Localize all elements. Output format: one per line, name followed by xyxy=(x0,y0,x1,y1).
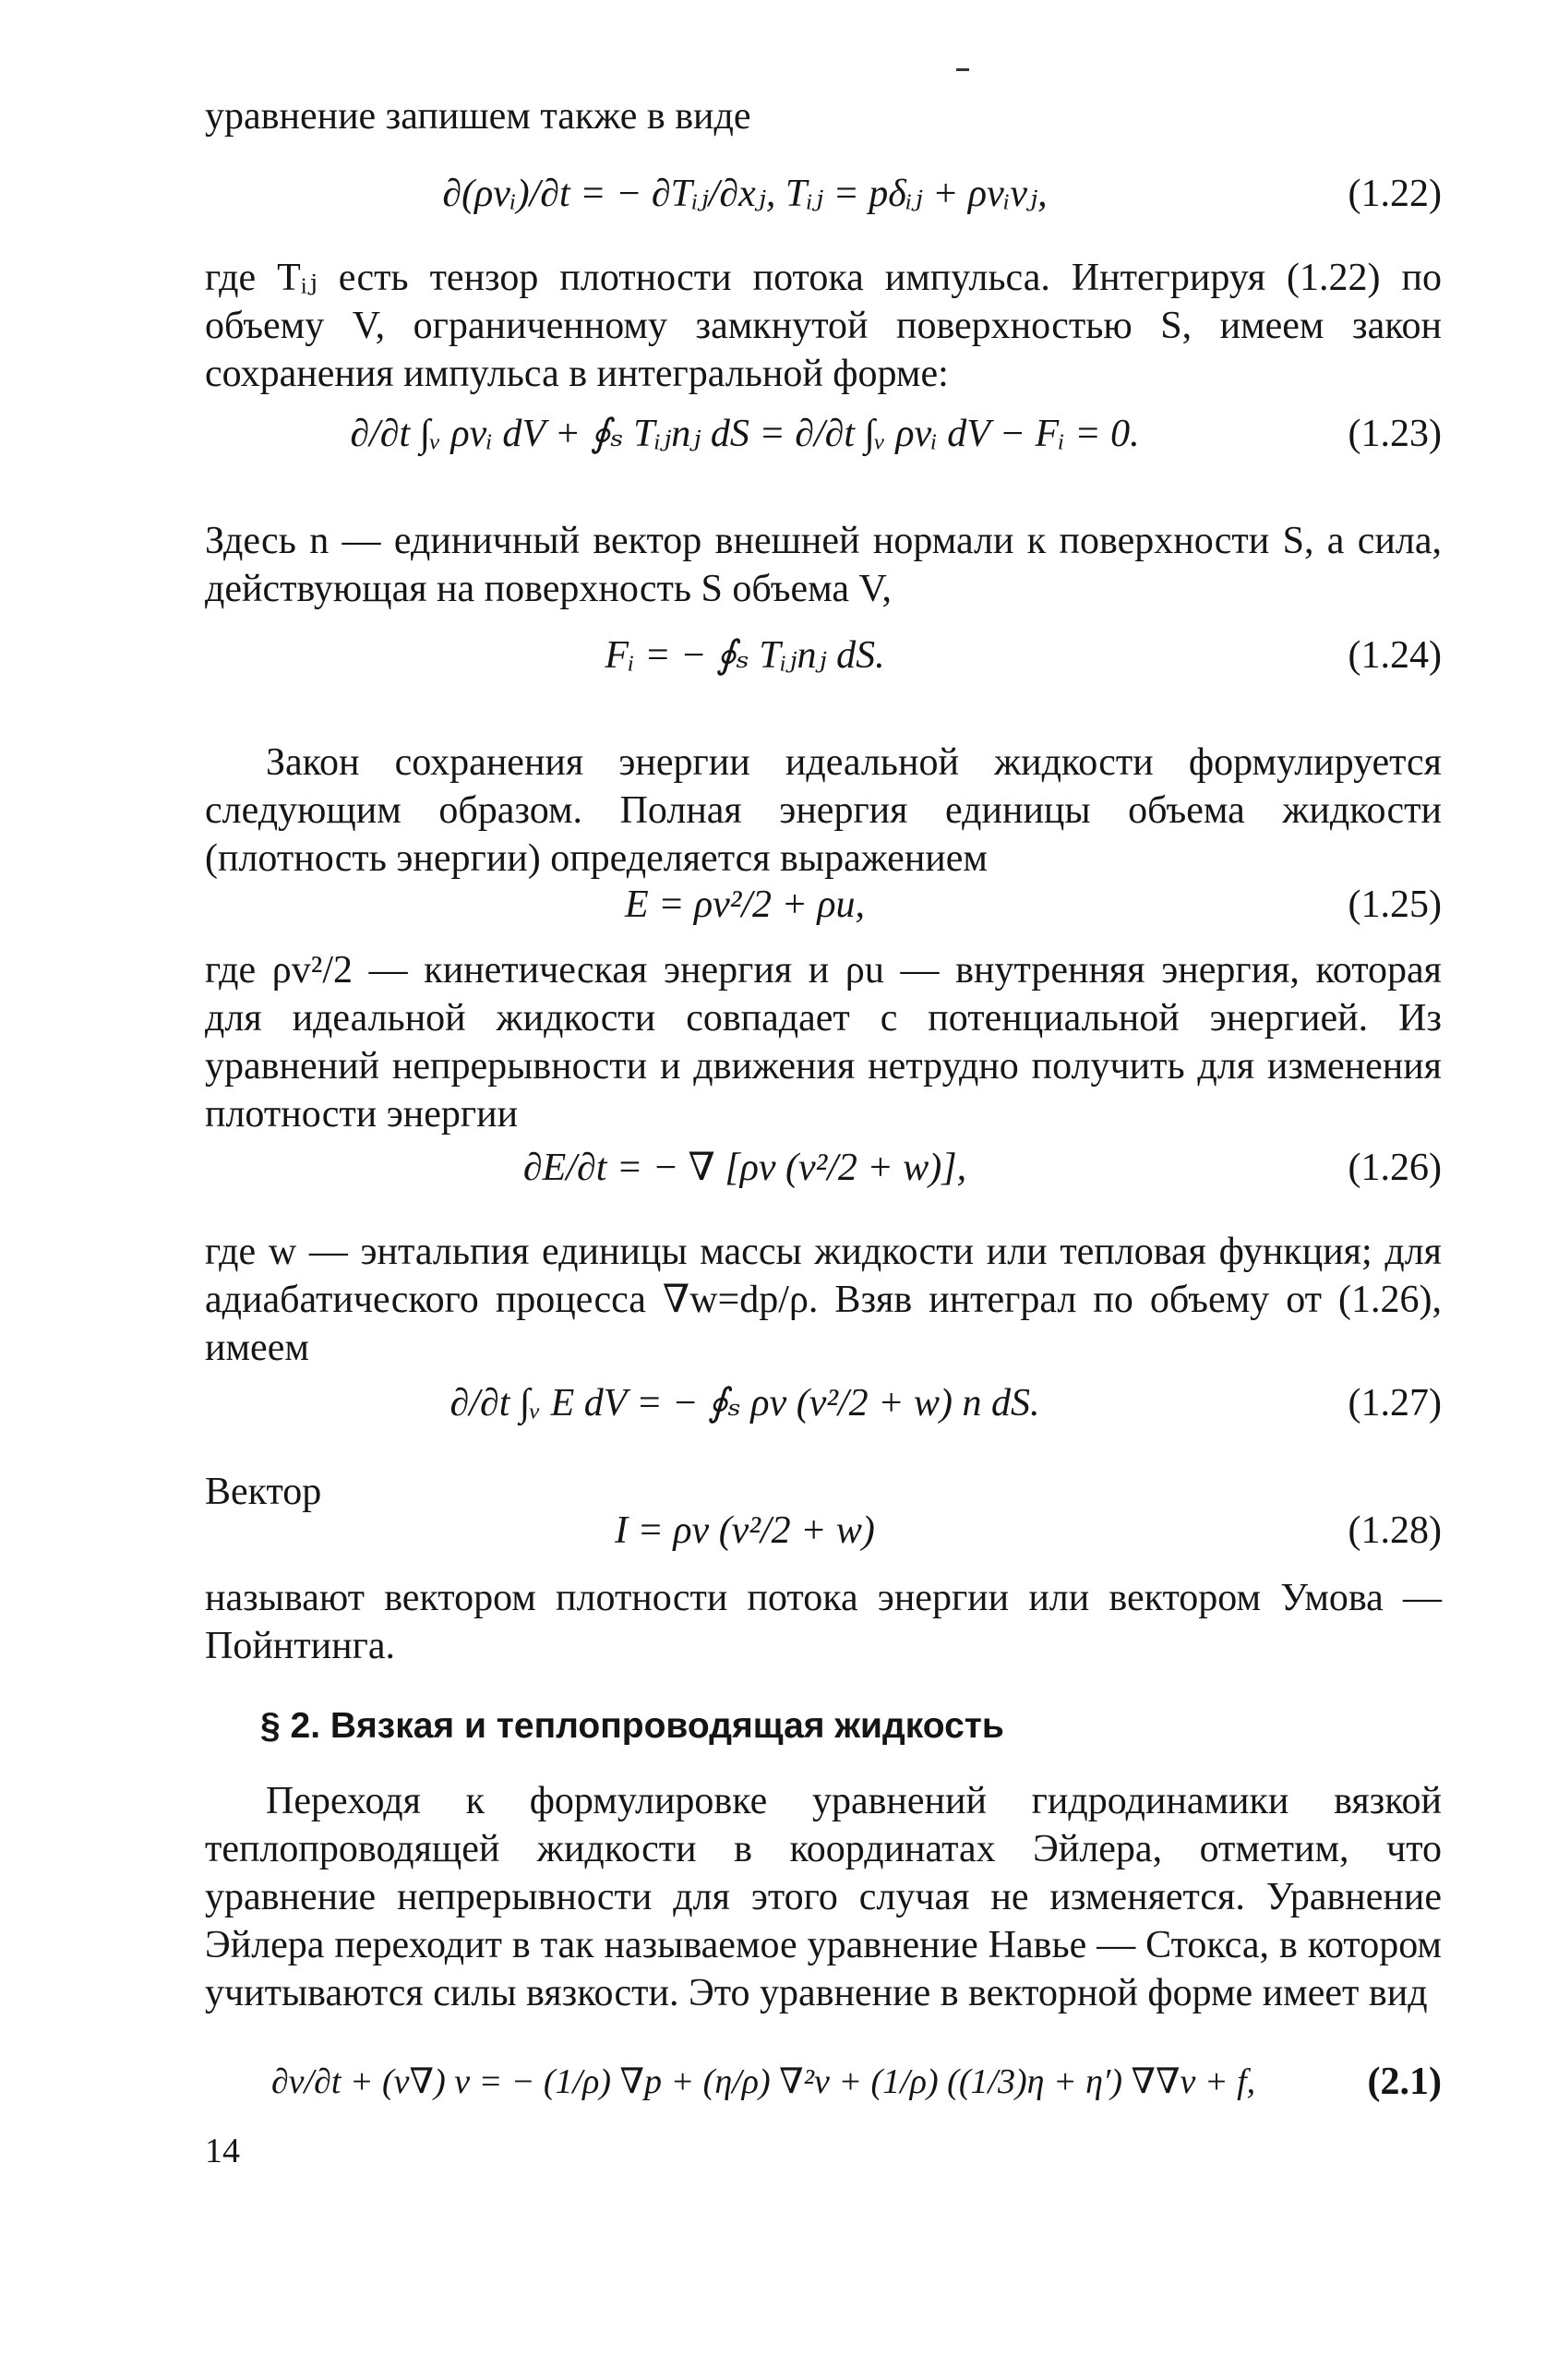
equation-1-26 xyxy=(205,1140,1442,1196)
intro-text xyxy=(205,92,1442,140)
equation-formula: ∂/∂t ∫ᵥ E dV = − ∮ₛ ρv (v²/2 + w) n dS. xyxy=(449,1382,1040,1424)
paragraph-text: где Tᵢⱼ есть тензор плотности потока импульса. Интегрируя (1.22) по объему V, ограниченному замкнутой поверхностью S, имеем закон сохранения импульса в интегральной форме: xyxy=(205,257,1442,395)
equation-formula: E = ρv²/2 + ρu, xyxy=(624,883,866,926)
paragraph xyxy=(205,946,1442,1138)
equation-1-22 xyxy=(205,166,1442,222)
print-mark xyxy=(956,68,969,71)
paragraph xyxy=(205,1228,1442,1372)
equation-formula: I = ρv (v²/2 + w) xyxy=(615,1509,875,1552)
page-number: 14 xyxy=(205,2132,240,2170)
equation-number: (1.27) xyxy=(1348,1382,1442,1424)
equation-formula: Fᵢ = − ∮ₛ Tᵢⱼnⱼ dS. xyxy=(605,634,885,677)
paragraph xyxy=(205,254,1442,398)
paragraph-text: называют вектором плотности потока энергии или вектором Умова — Пойнтинга. xyxy=(205,1577,1442,1667)
equation-number: (1.22) xyxy=(1348,173,1442,215)
equation-formula: ∂v/∂t + (v∇) v = − (1/ρ) ∇p + (η/ρ) ∇²v + (1/ρ) ((1/3)η + η′) ∇∇v + f, xyxy=(270,2062,1256,2101)
paragraph-text: Переходя к формулировке уравнений гидродинамики вязкой теплопроводящей жидкости в координатах Эйлера, отметим, что уравнение непрерывности для этого случая не изменяется. Уравнение Эйлера переходит в так называемое уравнение Навье — Стокса, в котором учитываются силы вязкости. Это уравнение в векторной форме имеет вид xyxy=(205,1780,1442,2014)
equation-number: (2.1) xyxy=(1367,2061,1442,2103)
paragraph-text: где ρv²/2 — кинетическая энергия и ρu — внутренняя энергия, которая для идеальной жидкости совпадает с потенциальной энергией. Из уравнений непрерывности и движения нетрудно получить для изменения плотности энергии xyxy=(205,949,1442,1136)
equation-1-25 xyxy=(205,877,1442,932)
equation-number: (1.26) xyxy=(1348,1147,1442,1189)
paragraph xyxy=(205,517,1442,613)
section-heading: § 2. Вязкая и теплопроводящая жидкость xyxy=(260,1706,1004,1746)
paragraph xyxy=(205,1574,1442,1670)
paragraph xyxy=(205,1777,1442,2017)
equation-1-28 xyxy=(205,1503,1442,1558)
equation-formula: ∂/∂t ∫ᵥ ρvᵢ dV + ∮ₛ Tᵢⱼnⱼ dS = ∂/∂t ∫ᵥ ρvᵢ dV − Fᵢ = 0. xyxy=(350,413,1140,455)
equation-number: (1.25) xyxy=(1348,883,1442,926)
paragraph-text: где w — энтальпия единицы массы жидкости или тепловая функция; для адиабатического процесса ∇w=dp/ρ. Взяв интеграл по объему от (1.26), имеем xyxy=(205,1231,1442,1369)
equation-2-1 xyxy=(205,2054,1442,2110)
paragraph xyxy=(205,739,1442,883)
equation-1-27 xyxy=(205,1376,1442,1431)
equation-formula: ∂E/∂t = − ∇ [ρv (v²/2 + w)], xyxy=(522,1147,967,1189)
paragraph-text: Здесь n — единичный вектор внешней нормали к поверхности S, а сила, действующая на поверхность S объема V, xyxy=(205,520,1442,610)
intro-line: уравнение запишем также в виде xyxy=(205,95,751,138)
equation-1-24 xyxy=(205,628,1442,683)
paragraph-text: Закон сохранения энергии идеальной жидкости формулируется следующим образом. Полная энергия единицы объема жидкости (плотность энергии) определяется выражением xyxy=(205,741,1442,880)
equation-1-23 xyxy=(205,406,1442,462)
equation-formula: ∂(ρvᵢ)/∂t = − ∂Tᵢⱼ/∂xⱼ, Tᵢⱼ = pδᵢⱼ + ρvᵢvⱼ, xyxy=(442,173,1048,215)
equation-number: (1.28) xyxy=(1348,1509,1442,1552)
equation-number: (1.23) xyxy=(1348,413,1442,455)
paragraph-text: Вектор xyxy=(205,1471,322,1513)
equation-number: (1.24) xyxy=(1348,634,1442,677)
